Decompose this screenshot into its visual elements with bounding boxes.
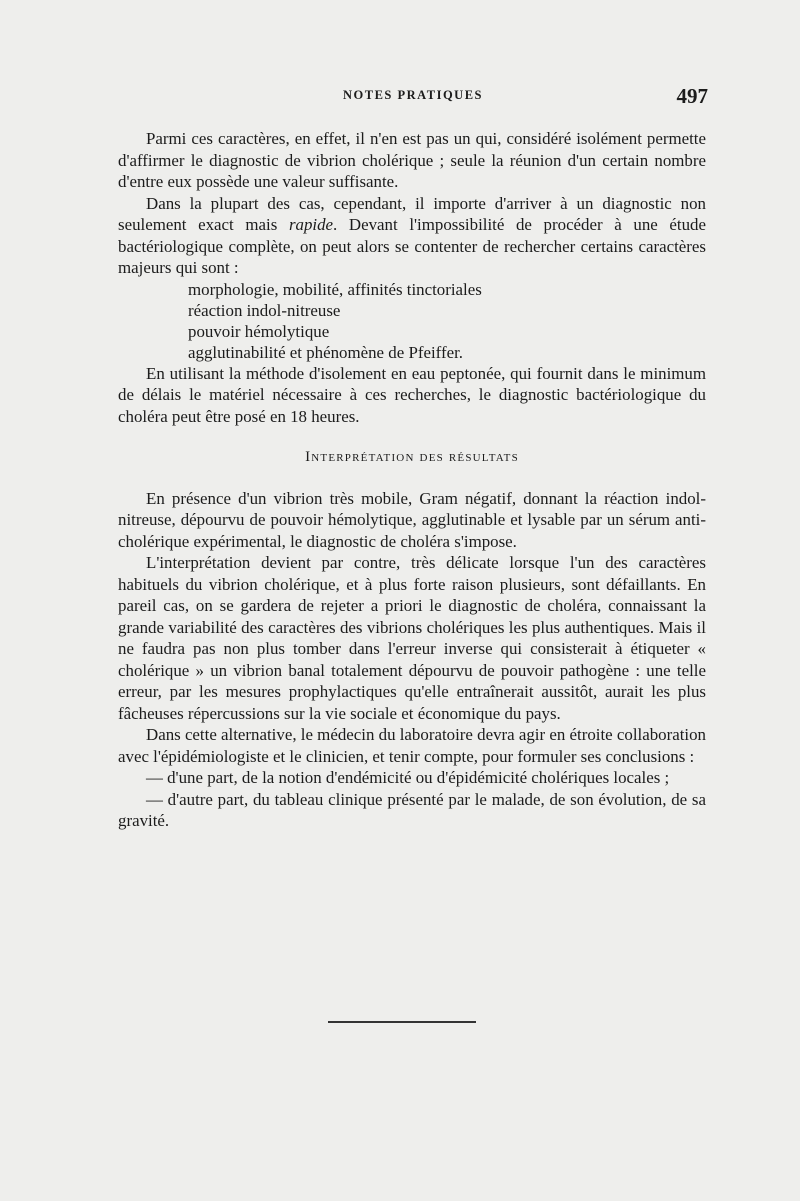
- paragraph-diagnostic-part2: . Devant l'impossibilité de procéder à une étude bactériologique complète, on peut alors se contenter de rechercher certains caractères majeurs qui sont :: [118, 215, 707, 277]
- page-number: 497: [676, 84, 708, 108]
- paragraph-method: En utilisant la méthode d'isolement en eau peptonée, qui fournit dans le minimum de délais le matériel nécessaire à ces recherches, le diagnostic bactériologique du choléra peut être posé en 18 heures.: [118, 363, 706, 426]
- paragraph-result-4: — d'une part, de la notion d'endémicité ou d'épidémicité cholériques locales ;: [146, 768, 670, 787]
- running-title: NOTES PRATIQUES: [342, 88, 483, 102]
- list-item: morphologie, mobilité, affinités tinctoriales: [188, 279, 482, 299]
- running-header: [118, 84, 708, 110]
- paragraph-diagnostic: [118, 193, 706, 279]
- list-item: réaction indol-nitreuse: [188, 300, 341, 320]
- end-rule: [328, 1021, 476, 1023]
- emphasis-rapide: rapide: [288, 215, 334, 234]
- paragraph-result-2: L'interprétation devient par contre, très délicate lorsque l'un des caractères habituels du vibrion cholérique, et à plus forte raison plusieurs, sont défaillants. En pareil cas, on se gardera de rejeter a priori le diagnostic de choléra, connaissant la grande variabilité des caractères des vibrions cholériques les plus authentiques. Mais il ne faudra pas non plus tomber dans l'erreur inverse qui consisterait à étiqueter « cholérique » un vibrion banal totalement dépourvu de pouvoir pathogène : une telle erreur, par les mesures prophylactiques qu'elle entraînerait aussitôt, aurait les plus fâcheuses répercussions sur la vie sociale et économique du pays.: [118, 553, 706, 723]
- section-heading: Interprétation des résultats: [305, 449, 519, 465]
- criteria-list: [118, 279, 706, 363]
- paragraph-intro: Parmi ces caractères, en effet, il n'en est pas un qui, considéré isolément permette d'affirmer le diagnostic de vibrion cholérique ; seule la réunion d'un certain nombre d'entre eux possède une valeur suffisante.: [118, 129, 706, 191]
- list-item: agglutinabilité et phénomène de Pfeiffer.: [188, 342, 464, 362]
- paragraph-diagnostic-part1: Dans la plupart des cas, cependant, il importe d'arriver à un diagnostic non seulement exact mais: [118, 193, 706, 234]
- paragraph-result-3: Dans cette alternative, le médecin du laboratoire devra agir en étroite collaboration avec l'épidémiologiste et le clinicien, et tenir compte, pour formuler ses conclusions :: [118, 725, 706, 766]
- list-item: pouvoir hémolytique: [188, 321, 330, 341]
- paragraph-result-1: En présence d'un vibrion très mobile, Gram négatif, donnant la réaction indol-nitreuse, dépourvu de pouvoir hémolytique, agglutinable et lysable par un sérum anti-cholérique expérimental, le diagnostic de choléra s'impose.: [118, 488, 706, 551]
- paragraph-result-5: — d'autre part, du tableau clinique présenté par le malade, de son évolution, de sa gravité.: [118, 789, 706, 830]
- body-text: [118, 128, 706, 832]
